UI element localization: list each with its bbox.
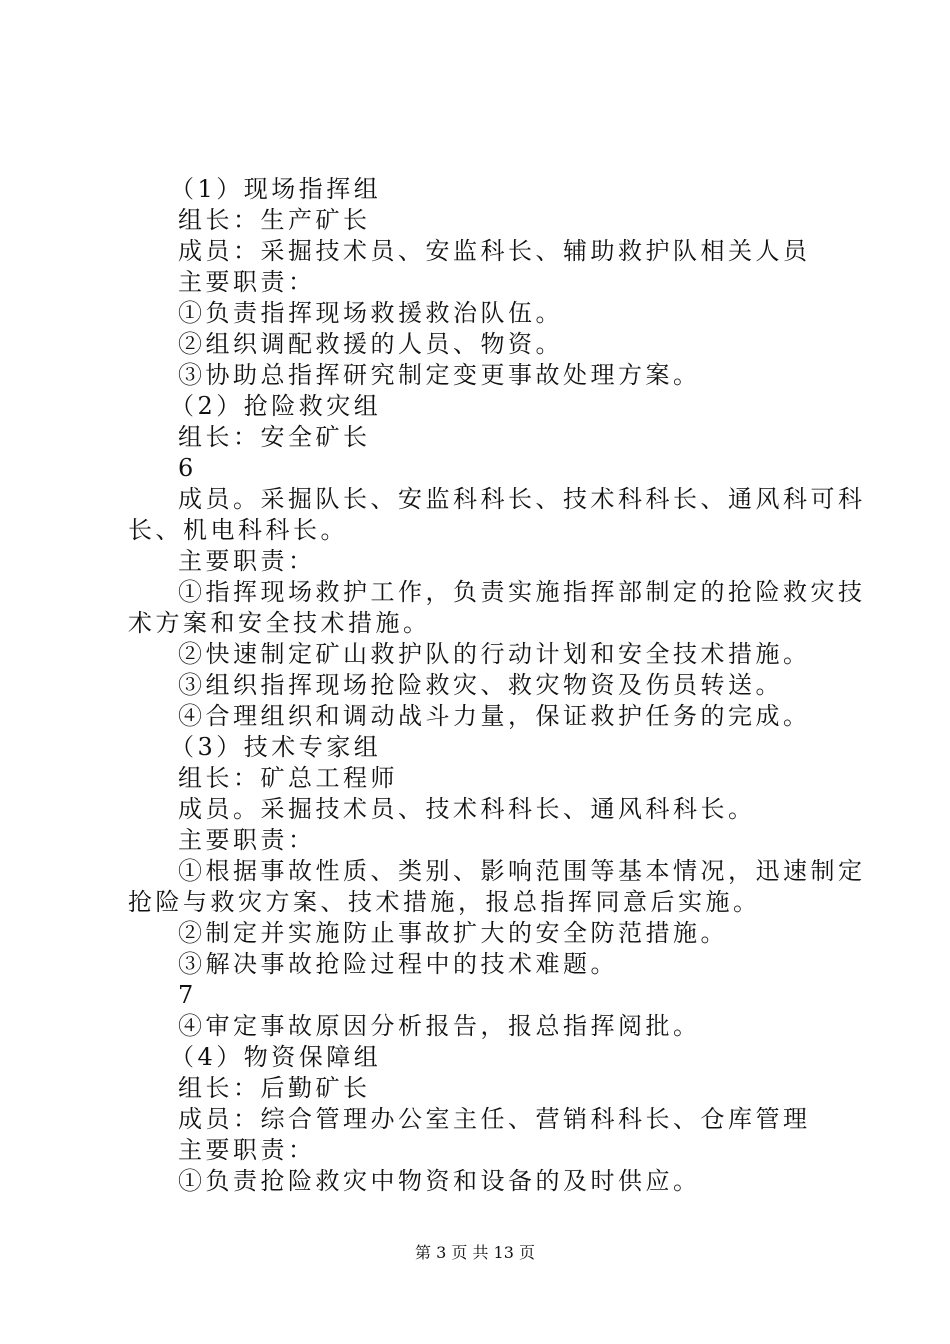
text-line: ④合理组织和调动战斗力量，保证救护任务的完成。	[178, 702, 811, 730]
text-line: ②快速制定矿山救护队的行动计划和安全技术措施。	[178, 640, 811, 668]
text-line: 组长：后勤矿长	[178, 1074, 371, 1102]
text-line: 术方案和安全技术措施。	[128, 609, 431, 637]
text-line: ②制定并实施防止事故扩大的安全防范措施。	[178, 919, 728, 947]
section-heading-4: （4）物资保障组	[170, 1043, 382, 1071]
section-heading-2: （2）抢险救灾组	[170, 392, 382, 420]
text-line: ②组织调配救援的人员、物资。	[178, 330, 563, 358]
text-line: 主要职责：	[178, 826, 316, 854]
text-line: 长、机电科科长。	[128, 516, 348, 544]
section-heading-1: （1）现场指挥组	[170, 175, 382, 203]
text-line: 组长：生产矿长	[178, 206, 371, 234]
text-line: 组长：安全矿长	[178, 423, 371, 451]
text-line: ①负责抢险救灾中物资和设备的及时供应。	[178, 1167, 701, 1195]
text-line: ①负责指挥现场救援救治队伍。	[178, 299, 563, 327]
text-line: 主要职责：	[178, 1136, 316, 1164]
text-line: 成员：综合管理办公室主任、营销科科长、仓库管理	[178, 1105, 811, 1133]
text-line: 抢险与救灾方案、技术措施，报总指挥同意后实施。	[128, 888, 761, 916]
page-number-marker: 6	[178, 454, 194, 482]
text-line: 成员。采掘技术员、技术科科长、通风科科长。	[178, 795, 756, 823]
page-footer: 第 3 页 共 13 页	[415, 1243, 535, 1262]
text-line: ①指挥现场救护工作，负责实施指挥部制定的抢险救灾技	[178, 578, 866, 606]
text-line: ③协助总指挥研究制定变更事故处理方案。	[178, 361, 701, 389]
text-line: ③组织指挥现场抢险救灾、救灾物资及伤员转送。	[178, 671, 783, 699]
text-line: ③解决事故抢险过程中的技术难题。	[178, 950, 618, 978]
page-number-marker: 7	[178, 981, 194, 1009]
text-line: 成员：采掘技术员、安监科长、辅助救护队相关人员	[178, 237, 811, 265]
text-line: ④审定事故原因分析报告，报总指挥阅批。	[178, 1012, 701, 1040]
text-line: 主要职责：	[178, 547, 316, 575]
text-line: 成员。采掘队长、安监科科长、技术科科长、通风科可科	[178, 485, 866, 513]
section-heading-3: （3）技术专家组	[170, 733, 382, 761]
text-line: ①根据事故性质、类别、影响范围等基本情况，迅速制定	[178, 857, 866, 885]
text-line: 组长：矿总工程师	[178, 764, 398, 792]
text-line: 主要职责：	[178, 268, 316, 296]
